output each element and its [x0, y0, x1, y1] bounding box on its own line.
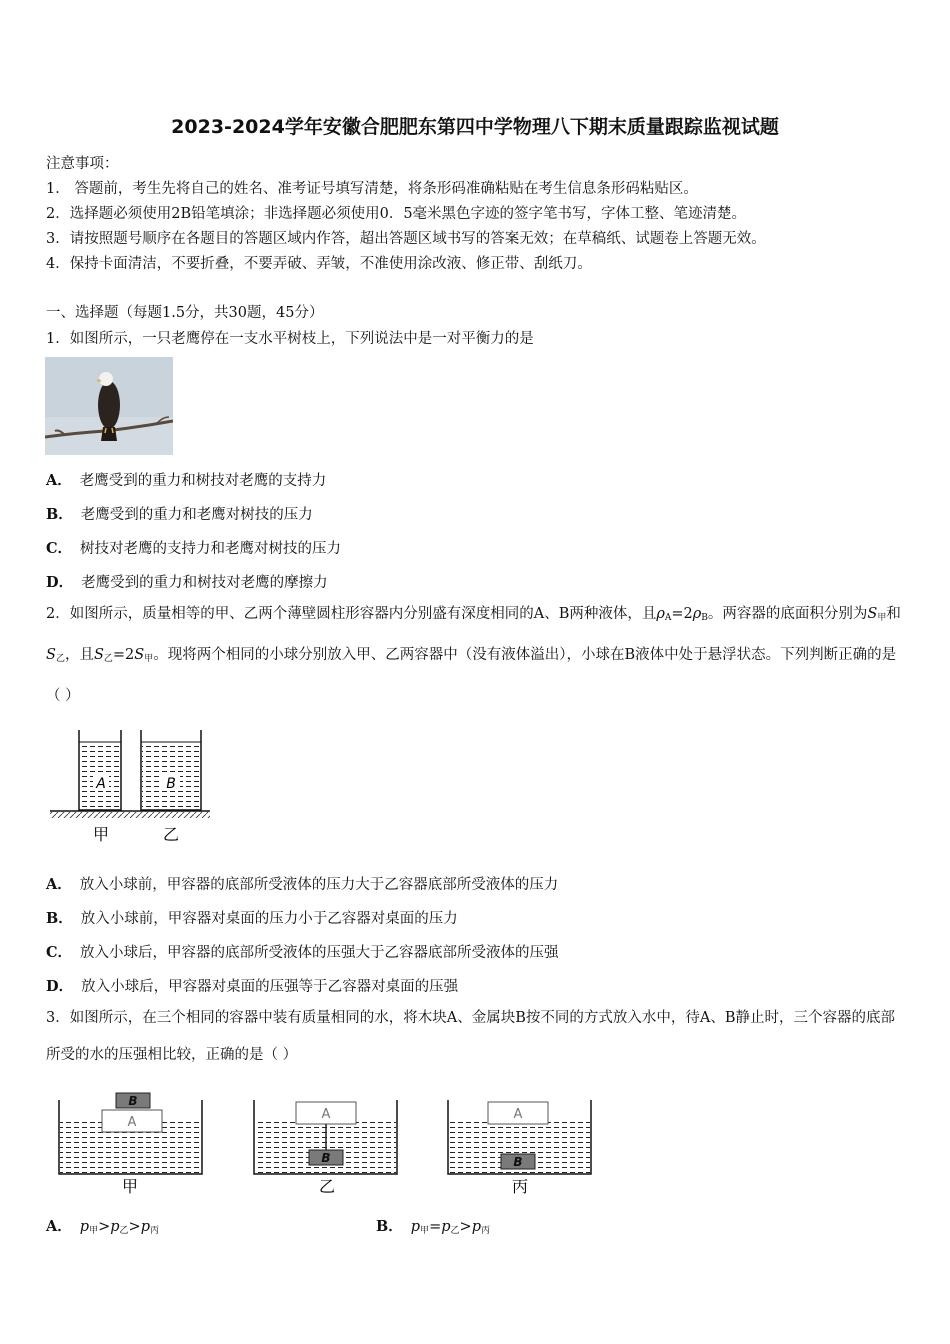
q2-option-d-label: D．: [46, 978, 74, 995]
liquid-b-label: B: [166, 776, 176, 792]
block-a-bing: A: [513, 1107, 523, 1122]
q2-option-b-label: B．: [46, 910, 73, 927]
q3-option-a: [46, 1215, 159, 1236]
s-jia-2: S: [134, 647, 145, 663]
q2-stem-a: 2．如图所示，质量相等的甲、乙两个薄壁圆柱形容器内分别盛有深度相同的A、B两种液体，且: [46, 606, 657, 622]
q2-option-a: [46, 873, 558, 894]
notice-item-2: 2．选择题必须使用2B铅笔填涂；非选择题必须使用0．5毫米黑色字迹的签字笔书写，字体工整、笔迹清楚。: [46, 206, 747, 222]
q3-stem: 3．如图所示，在三个相同的容器中装有质量相同的水，将木块A、金属块B按不同的方式放入水中，待A、B静止时，三个容器的底部所受的水的压强相比较，正确的是（ ）: [46, 1010, 895, 1063]
liquid-a-label: A: [96, 776, 106, 792]
q1-option-b-text: 老鹰受到的重力和老鹰对树技的压力: [80, 507, 313, 523]
q2-eq2: =2: [112, 647, 135, 663]
s-yi-sub: 乙: [55, 654, 65, 664]
eagle-photo: [45, 357, 173, 455]
block-a-jia: A: [127, 1115, 137, 1130]
q2-option-d-text: 放入小球后，甲容器对桌面的压强等于乙容器对桌面的压强: [81, 979, 459, 995]
block-a-yi: A: [321, 1107, 331, 1122]
q3-b-op1: =: [429, 1219, 442, 1235]
q3-figure: [50, 1090, 610, 1198]
q3-b-sub2: 乙: [450, 1226, 460, 1236]
q3-a-p1: p: [79, 1219, 90, 1235]
notice-item-3: 3．请按照题号顺序在各题目的答题区域内作答，超出答题区域书写的答案无效；在草稿纸、试题卷上答题无效。: [46, 231, 766, 247]
q2-eq1: =2: [671, 606, 693, 622]
notice-item-1: 1． 答题前，考生先将自己的姓名、准考证号填写清楚，将条形码准确粘贴在考生信息条形码粘贴区。: [46, 181, 698, 197]
q2-option-c-text: 放入小球后，甲容器的底部所受液体的压强大于乙容器底部所受液体的压强: [80, 945, 559, 961]
container-1-caption: 甲: [121, 1177, 139, 1196]
block-b-jia: B: [128, 1094, 138, 1108]
section-heading: 一、选择题（每题1.5分，共30题，45分）: [46, 305, 324, 321]
q2-and: 和: [886, 606, 901, 622]
q3-b-p3: p: [471, 1219, 481, 1235]
container-2-caption: 乙: [318, 1177, 336, 1196]
notice-item-4: 4．保持卡面清洁，不要折叠，不要弄破、弄皱，不准使用涂改液、修正带、刮纸刀。: [46, 256, 592, 272]
rho-b-sub: B: [701, 613, 708, 623]
container-yi-caption: 乙: [162, 825, 180, 844]
q2-option-d: [46, 975, 458, 996]
q3-option-a-label: A．: [46, 1218, 72, 1235]
q3-b-p1: p: [410, 1219, 421, 1235]
q1-option-a: [46, 469, 326, 490]
block-b-bing: B: [513, 1155, 523, 1169]
q2-option-a-label: A．: [46, 876, 72, 893]
q1-stem: 1．如图所示，一只老鹰停在一支水平树枝上，下列说法中是一对平衡力的是: [46, 331, 534, 347]
q3-a-p3: p: [140, 1219, 150, 1235]
q3-option-b-label: B．: [376, 1218, 403, 1235]
q2-option-b: [46, 907, 458, 928]
page-title: 2023-2024学年安徽合肥肥东第四中学物理八下期末质量跟踪监视试题: [171, 116, 779, 138]
rho-a-sub: A: [664, 613, 672, 623]
q3-b-p2: p: [441, 1219, 451, 1235]
q2-figure: [50, 724, 210, 848]
q1-option-c: [46, 537, 341, 558]
q2-option-c: [46, 941, 559, 962]
q3-a-op2: >: [128, 1219, 141, 1235]
q3-option-b: [376, 1215, 490, 1236]
q3-b-sub3: 丙: [481, 1226, 491, 1236]
rho-b: ρ: [692, 606, 702, 622]
s-jia-2-sub: 甲: [144, 654, 154, 664]
q3-a-sub1: 甲: [89, 1226, 99, 1236]
q3-a-sub2: 乙: [119, 1226, 129, 1236]
s-yi: S: [46, 647, 56, 663]
q1-option-d-label: D．: [46, 574, 74, 591]
s-jia: S: [867, 606, 878, 622]
s-jia-sub: 甲: [877, 613, 887, 623]
q1-option-a-label: A．: [46, 472, 72, 489]
q1-option-c-label: C．: [46, 540, 73, 557]
q3-a-p2: p: [110, 1219, 120, 1235]
rho-a: ρ: [656, 606, 665, 622]
q1-option-b: [46, 503, 313, 524]
block-b-yi: B: [321, 1151, 331, 1165]
q1-option-d: [46, 571, 328, 592]
q2-comma: ，且: [64, 647, 94, 663]
q1-option-d-text: 老鹰受到的重力和树技对老鹰的摩擦力: [81, 575, 328, 591]
q1-option-c-text: 树技对老鹰的支持力和老鹰对树技的压力: [80, 541, 342, 557]
s-yi-2: S: [93, 647, 104, 663]
s-yi-2-sub: 乙: [103, 654, 113, 664]
q3-a-op1: >: [98, 1219, 111, 1235]
q3-b-sub1: 甲: [420, 1226, 430, 1236]
q1-option-b-label: B．: [46, 506, 73, 523]
q2-stem-c: 。现将两个相同的小球分别放入甲、乙两容器中（没有液体溢出），小球在B液体中处于悬浮状态。下列判断正确的是（ ）: [46, 647, 897, 704]
container-3-caption: 丙: [511, 1177, 529, 1196]
q3-b-op2: >: [459, 1219, 472, 1235]
q3-a-sub3: 丙: [150, 1226, 160, 1236]
container-jia-caption: 甲: [92, 825, 110, 844]
q2-option-b-text: 放入小球前，甲容器对桌面的压力小于乙容器对桌面的压力: [80, 911, 458, 927]
q2-option-a-text: 放入小球前，甲容器的底部所受液体的压力大于乙容器底部所受液体的压力: [79, 877, 559, 893]
q2-stem-b: 。两容器的底面积分别为: [707, 606, 868, 622]
q2-option-c-label: C．: [46, 944, 73, 961]
q2-stem: [46, 596, 908, 715]
notice-heading: 注意事项：: [46, 156, 119, 172]
q1-option-a-text: 老鹰受到的重力和树技对老鹰的支持力: [79, 473, 327, 489]
